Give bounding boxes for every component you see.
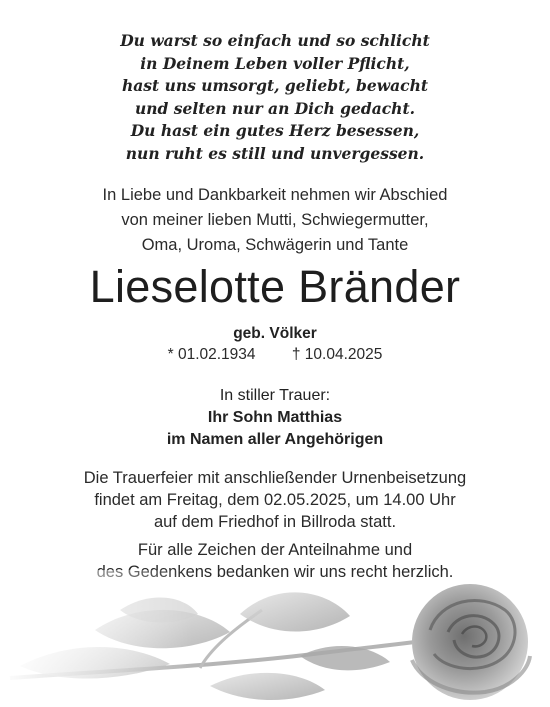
poem-line: und selten nur an Dich gedacht. (134, 98, 416, 118)
funeral-line: Die Trauerfeier mit anschließender Urnenbeisetzung (83, 469, 467, 487)
poem (0, 30, 550, 166)
poem-line: nun ruht es still und unvergessen. (125, 143, 425, 163)
funeral-line: auf dem Friedhof in Billroda statt. (153, 513, 397, 531)
thanks-line: Für alle Zeichen der Anteilnahme und (137, 541, 413, 559)
intro-line: von meiner lieben Mutti, Schwiegermutter, (121, 211, 429, 229)
rose-illustration (0, 570, 550, 702)
mourners (0, 385, 550, 451)
funeral-info (0, 467, 550, 533)
rose-icon (0, 570, 550, 702)
mourners-intro: In stiller Trauer: (219, 387, 331, 404)
poem-line: Du hast ein gutes Herz besessen, (130, 121, 420, 141)
maiden-name: geb. Völker (233, 325, 317, 342)
mourner-line: im Namen aller Angehörigen (166, 431, 384, 448)
poem-line: in Deinem Leben voller Pflicht, (140, 53, 410, 73)
funeral-line: findet am Freitag, dem 02.05.2025, um 14.00 Uhr (94, 491, 456, 509)
birth-date: * 01.02.1934 (167, 346, 256, 363)
deceased-name: Lieselotte Bränder (89, 261, 461, 312)
intro-line: Oma, Uroma, Schwägerin und Tante (141, 236, 409, 254)
life-dates (0, 344, 550, 366)
farewell-intro (0, 183, 550, 258)
poem-line: hast uns umsorgt, geliebt, bewacht (121, 76, 429, 96)
death-date: † 10.04.2025 (291, 346, 383, 363)
intro-line: In Liebe und Dankbarkeit nehmen wir Abschied (102, 186, 448, 204)
mourner-line: Ihr Sohn Matthias (207, 409, 343, 426)
poem-line: Du warst so einfach und so schlicht (120, 31, 430, 50)
